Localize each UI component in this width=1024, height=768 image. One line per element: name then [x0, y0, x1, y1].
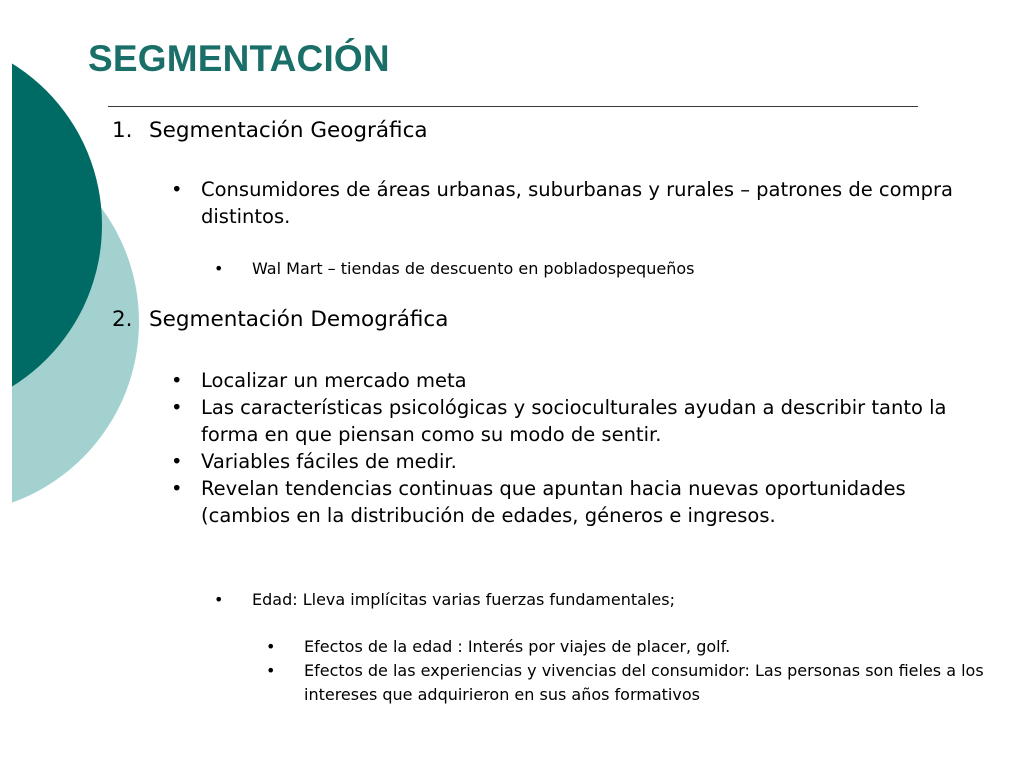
bullet-text: Revelan tendencias continuas que apuntan hacia nuevas oportunidades (cambios en la distribución de edades, géneros e ingresos.	[201, 477, 906, 527]
bullet-icon: •	[214, 259, 224, 278]
section-1-heading	[112, 118, 428, 143]
bullet-icon: •	[171, 369, 183, 392]
bullet-text: Consumidores de áreas urbanas, suburbanas y rurales – patrones de compra distintos.	[201, 178, 953, 228]
section-1-bullets	[171, 176, 971, 230]
section-2-heading	[112, 307, 448, 332]
bullet-icon: •	[266, 661, 276, 680]
bullet-icon: •	[266, 637, 276, 656]
bullet-text: Efectos de la edad : Interés por viajes de placer, golf.	[304, 637, 731, 656]
bullet-text: Edad: Lleva implícitas varias fuerzas fundamentales;	[252, 590, 675, 609]
bullet-icon: •	[171, 396, 183, 419]
bullet-icon: •	[171, 450, 183, 473]
section-2-sub-sub-bullets	[266, 635, 984, 707]
list-item	[214, 588, 952, 612]
list-item	[171, 176, 971, 230]
list-item	[171, 475, 971, 529]
list-item	[171, 367, 971, 394]
list-item	[171, 448, 971, 475]
bullet-text: Variables fáciles de medir.	[201, 450, 457, 473]
bullet-text: Wal Mart – tiendas de descuento en pobladospequeños	[252, 259, 695, 278]
bullet-text: Las características psicológicas y socioculturales ayudan a describir tanto la forma en que piensan como su modo de sentir.	[201, 396, 947, 446]
list-item	[214, 257, 952, 281]
list-item	[171, 394, 971, 448]
section-2-number: 2.	[112, 307, 133, 332]
section-1-sub-bullets	[214, 257, 952, 281]
section-1-number: 1.	[112, 118, 133, 143]
bullet-text: Localizar un mercado meta	[201, 369, 467, 392]
list-item	[266, 659, 984, 707]
title-divider	[108, 106, 918, 107]
section-2-bullets	[171, 367, 971, 529]
list-item	[266, 635, 984, 659]
section-1-title: Segmentación Geográfica	[149, 118, 428, 143]
bullet-text: Efectos de las experiencias y vivencias del consumidor: Las personas son fieles a los intereses que adquirieron en sus años formativos	[304, 661, 984, 704]
bullet-icon: •	[214, 590, 224, 609]
section-2-title: Segmentación Demográfica	[149, 307, 449, 332]
section-2-sub-bullets	[214, 588, 952, 612]
slide-title: SEGMENTACIÓN	[88, 38, 390, 79]
bullet-icon: •	[171, 477, 183, 500]
bullet-icon: •	[171, 178, 183, 201]
